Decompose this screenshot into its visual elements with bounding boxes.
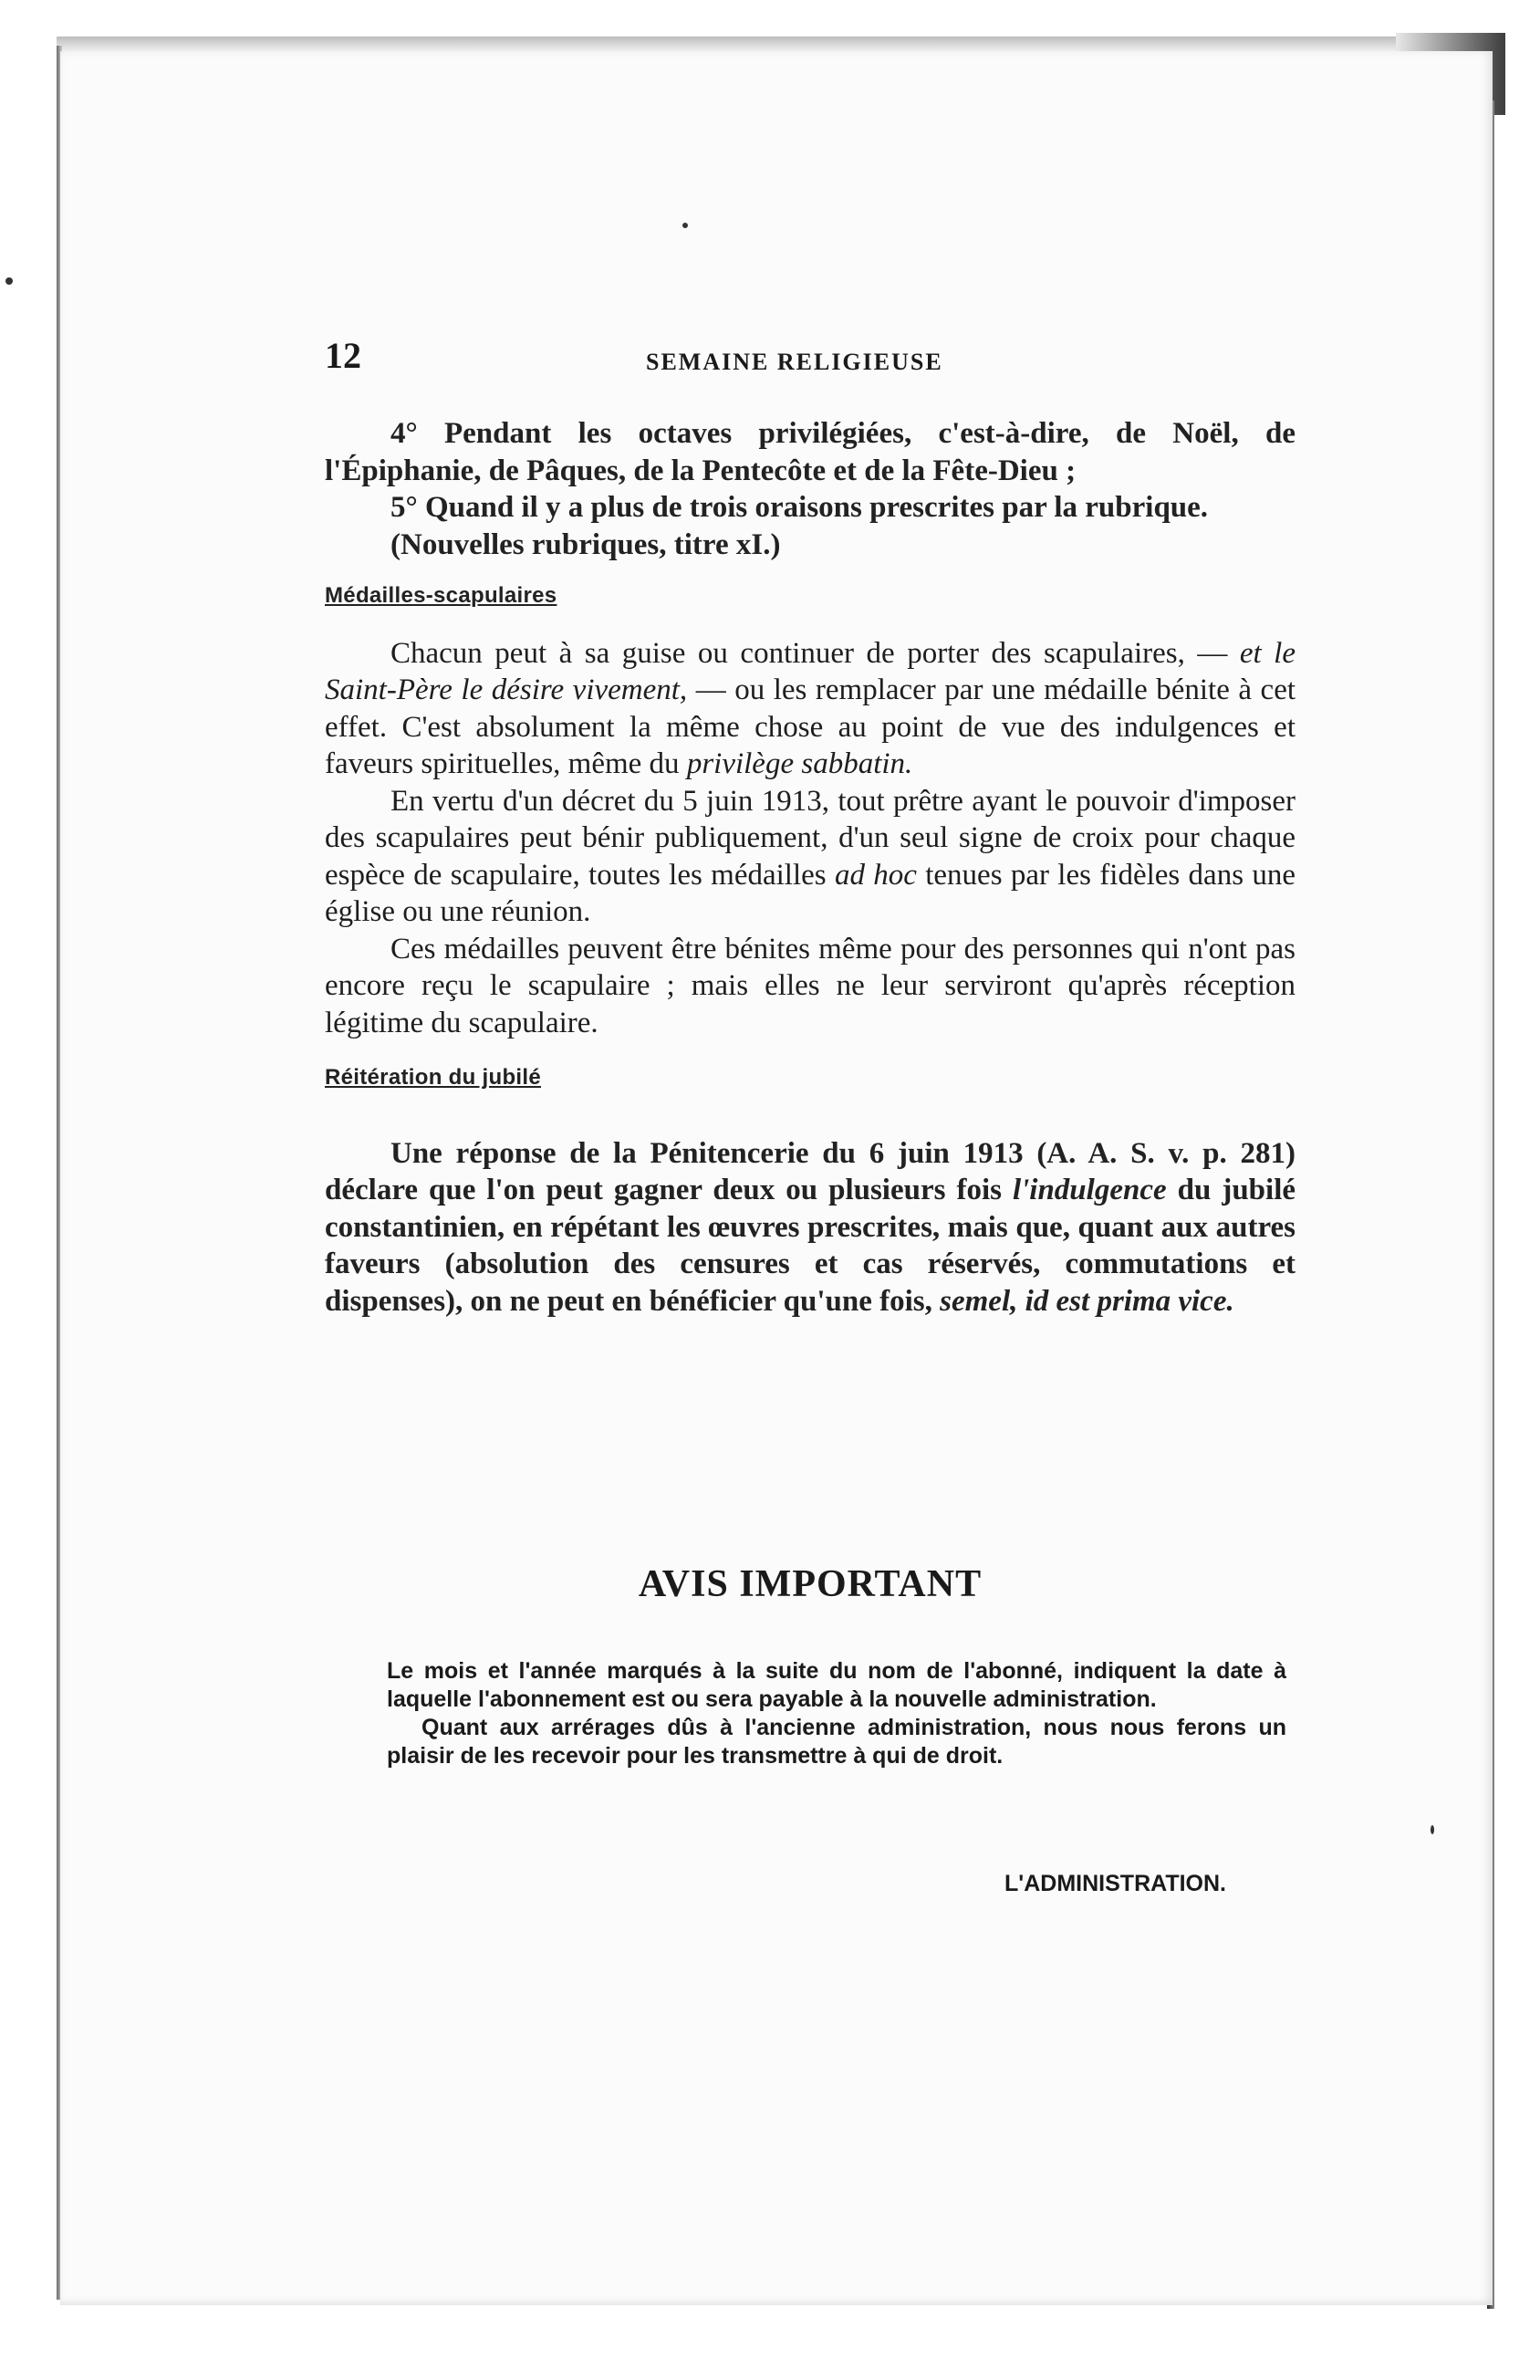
notice-paragraph: Quant aux arrérages dûs à l'ancienne administration, nous nous ferons un plaisir de les recevoir pour les transmettre à qui de droit. <box>387 1715 1286 1769</box>
list-item-4: 4° Pendant les octaves privilégiées, c'est-à-dire, de Noël, de l'Épiphanie, de Pâques, de la Pentecôte et de la Fête-Dieu ; <box>325 417 1295 487</box>
paragraph: Ces médailles peuvent être bénites même pour des personnes qui n'ont pas encore reçu le scapulaire ; mais elles ne leur serviront qu'après réception légitime du scapulaire. <box>325 932 1295 1039</box>
text-run: En vertu d'un décret du 5 juin 1913, tout prêtre ayant le pouvoir d'imposer des scapulaires peut bénir publiquement, d'un seul signe de croix pour chaque espèce de scapulaire, toutes les médailles <box>325 784 1295 892</box>
scan-speck <box>5 277 13 285</box>
page-header <box>325 334 1310 389</box>
running-title: SEMAINE RELIGIEUSE <box>646 349 943 375</box>
article-body <box>325 415 1295 1320</box>
section-heading-medailles: Médailles-scapulaires <box>325 583 557 608</box>
italic-run: et le Saint-Père le désire vivement, <box>325 636 1295 706</box>
italic-run: semel, id est prima vice. <box>940 1284 1234 1318</box>
text-run: du jubilé constantinien, en répétant les œuvres prescrites, mais que, quant aux autres faveurs (absolution des censures et cas réservés, commutations et dispenses), on ne peut en bénéficier qu'une fois, <box>325 1174 1296 1318</box>
scan-speck <box>682 223 688 228</box>
page-number: 12 <box>325 335 361 376</box>
italic-run: l'indulgence <box>1012 1174 1167 1206</box>
section-heading-jubile: Réitération du jubilé <box>325 1065 541 1090</box>
paragraph <box>325 1135 1295 1320</box>
notice-title: AVIS IMPORTANT <box>638 1563 983 1605</box>
section-medailles <box>325 635 1295 1042</box>
notice-paragraph: Le mois et l'année marqués à la suite du nom de l'abonné, indiquent la date à laquelle l'abonnement est ou sera payable à la nouvelle administration. <box>387 1658 1286 1712</box>
scan-speck <box>1431 1825 1434 1834</box>
text-run: Une réponse de la Pénitencerie du 6 juin 1913 (A. A. S. v. p. 281) déclare que l'on peut gagner deux ou plusieurs fois <box>325 1136 1295 1206</box>
italic-run: privilège sabbatin. <box>686 747 913 780</box>
text-run: — ou les remplacer par une médaille bénite à cet effet. C'est absolument la même chose au point de vue des indulgences et faveurs spirituelles, même du <box>325 673 1296 780</box>
scan-edge-top <box>57 37 1480 51</box>
list-item-5: 5° Quand il y a plus de trois oraisons prescrites par la rubrique. <box>390 491 1209 524</box>
spacer <box>325 1117 1295 1135</box>
rubric-source: (Nouvelles rubriques, titre xI.) <box>390 527 781 561</box>
text-run: Chacun peut à sa guise ou continuer de porter des scapulaires, — <box>390 636 1228 670</box>
notice-body <box>387 1657 1286 1770</box>
paragraph <box>325 783 1295 931</box>
paragraph <box>325 635 1295 783</box>
italic-run: ad hoc <box>834 858 917 892</box>
text-run: tenues par les fidèles dans une église ou une réunion. <box>325 858 1296 928</box>
signature: L'ADMINISTRATION. <box>1004 1871 1226 1896</box>
